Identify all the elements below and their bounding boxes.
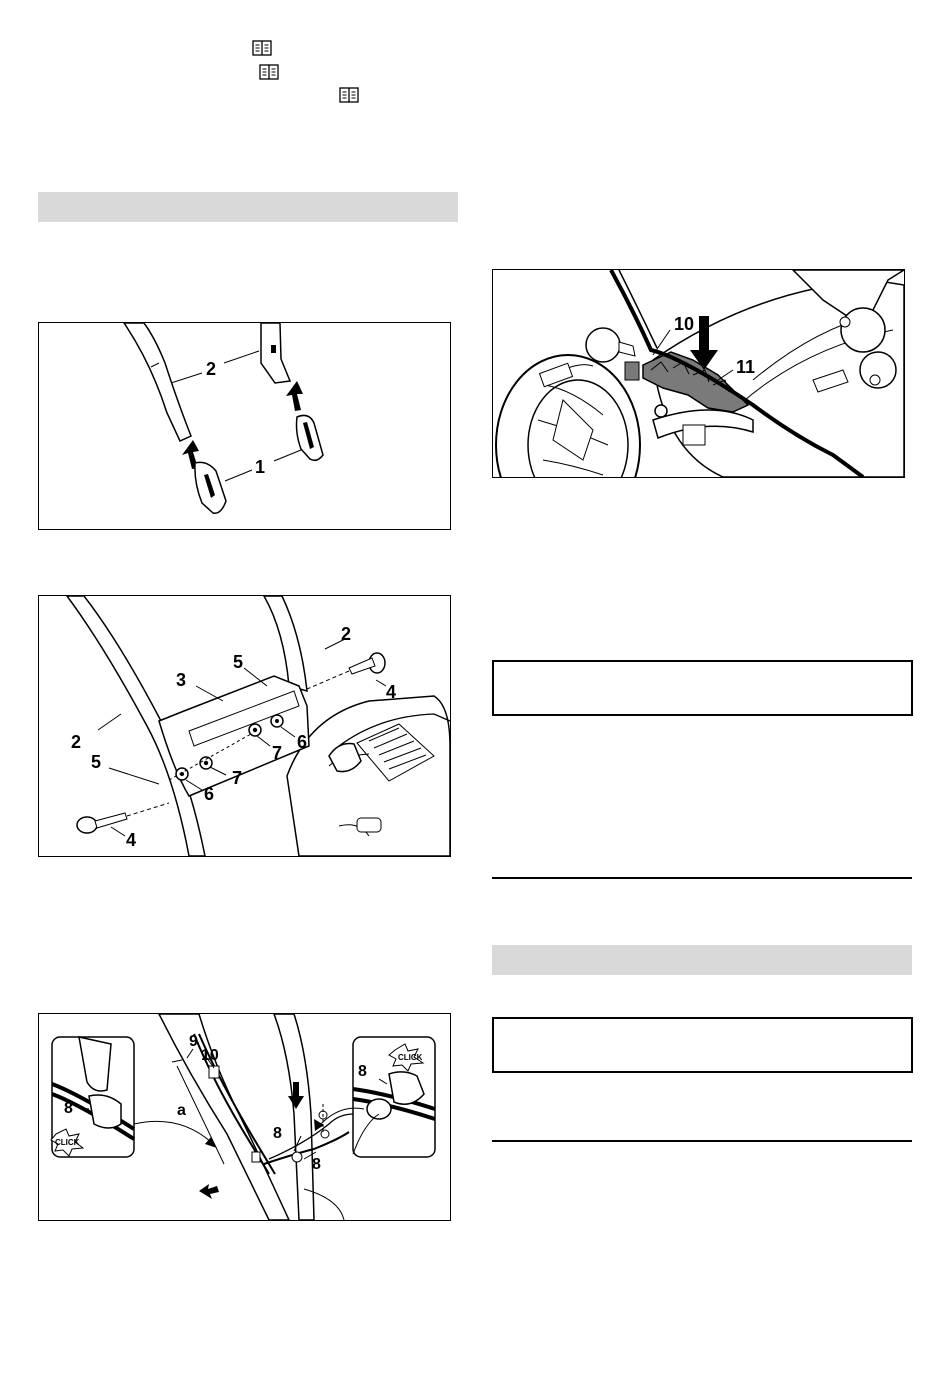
callout-10: 10 [201, 1047, 219, 1064]
callout-8: 8 [273, 1125, 282, 1142]
callout-8: 8 [64, 1100, 73, 1117]
handle-mount-illustration [39, 596, 450, 856]
callout-11: 11 [736, 357, 756, 377]
callout-6: 6 [204, 784, 215, 804]
callout-5: 5 [91, 752, 102, 772]
callout-2: 2 [71, 732, 82, 752]
callout-3: 3 [176, 670, 187, 690]
section-divider [492, 877, 912, 879]
callout-5: 5 [233, 652, 244, 672]
callout-10: 10 [674, 314, 695, 334]
figure-cable-clips [38, 1013, 451, 1221]
callout-1: 1 [255, 457, 266, 477]
callout-2: 2 [341, 624, 352, 644]
callout-7: 7 [232, 768, 243, 788]
section-header-bar [492, 945, 912, 975]
figure-cable-guide [492, 269, 905, 478]
callout-8: 8 [358, 1063, 367, 1080]
callout-6: 6 [297, 732, 308, 752]
click-callout: CLICK [55, 1138, 80, 1147]
section-header-bar [38, 192, 458, 222]
section-divider [492, 1140, 912, 1142]
figure-handle-inserts [38, 322, 451, 530]
cable-clips-illustration [39, 1014, 450, 1220]
callout-8: 8 [312, 1156, 321, 1173]
callout-4: 4 [126, 830, 137, 850]
callout-9: 9 [189, 1033, 198, 1050]
handle-inserts-illustration [39, 323, 450, 529]
callout-7: 7 [272, 743, 283, 763]
book-icon [252, 40, 272, 56]
callout-4: 4 [386, 682, 397, 702]
note-box [492, 1017, 913, 1073]
book-icon [339, 87, 359, 103]
cable-guide-illustration [493, 270, 904, 477]
click-callout: CLICK [398, 1053, 423, 1062]
callout-2: 2 [206, 359, 217, 379]
figure-handle-mount [38, 595, 451, 857]
note-box [492, 660, 913, 716]
dimension-a: a [177, 1102, 186, 1119]
book-icon [259, 64, 279, 80]
